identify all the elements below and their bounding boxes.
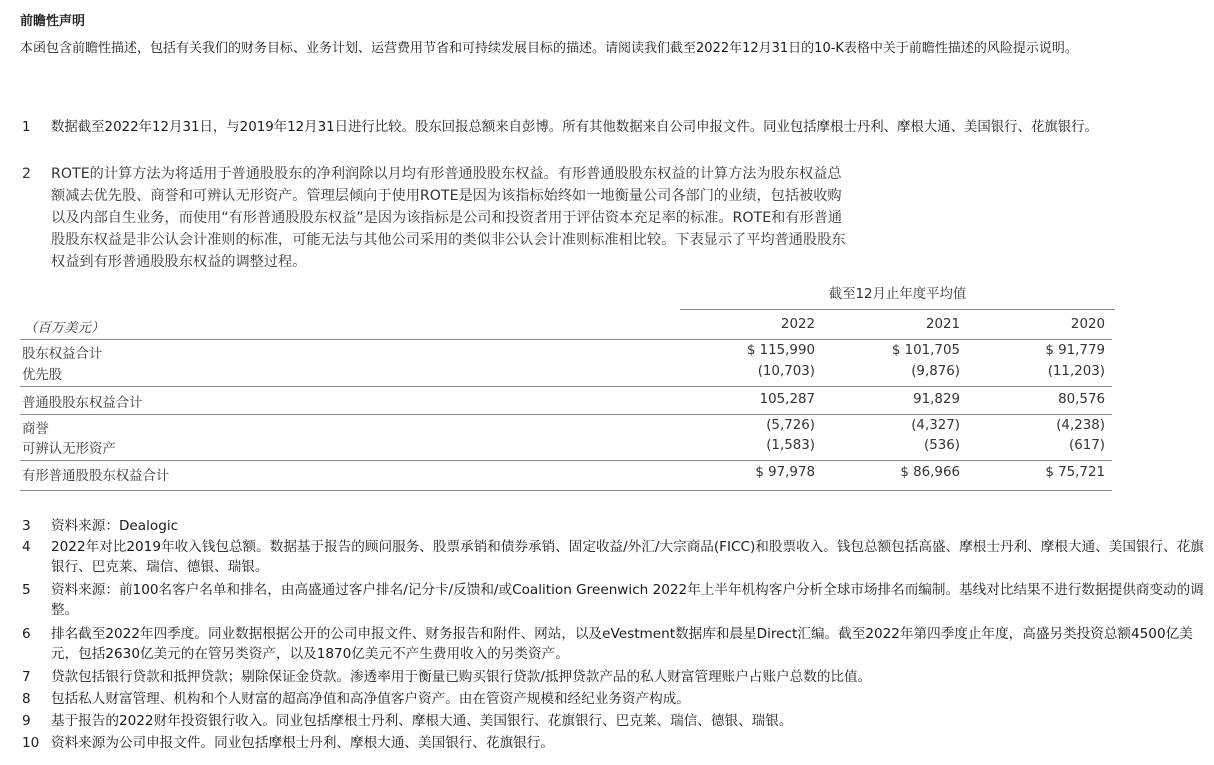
cell-value: 91,829 [913,392,960,407]
cell-value: (4,327) [911,418,960,433]
cell-value: $ 97,978 [755,465,815,480]
footnote-text: 数据截至2022年12月31日，与2019年12月31日进行比较。股东回报总额来自彭博。所有其他数据来自公司申报文件。同业包括摩根士丹利、摩根大通、美国银行、花旗银行。 [51,120,1098,135]
footnote-number: 1 [22,120,31,135]
cell-value: 105,287 [759,392,815,407]
footnote-number: 3 [22,518,31,534]
footnote-1 [22,119,1212,137]
cell-value: 80,576 [1058,392,1105,407]
footnote-7 [22,667,1207,687]
cell-value: (9,876) [911,364,960,379]
table-row [20,343,1112,363]
cell-value: (4,238) [1056,418,1105,433]
cell-value: (5,726) [766,418,815,433]
page-title: 前瞻性声明 [20,14,86,29]
footnote-text: 包括私人财富管理、机构和个人财富的超高净值和高净值客户资产。由在管资产规模和经纪业务资产构成。 [51,691,690,707]
row-label: 有形普通股股东权益合计 [22,469,170,484]
footnote-text: 2022年对比2019年收入钱包总额。数据基于报告的顾问服务、股票承销和债券承销、固定收益/外汇/大宗商品(FICC)和股票收入。钱包总额包括高盛、摩根士丹利、摩根大通、美国银行、花旗银行、巴克莱、瑞信、德银、瑞银。 [51,539,1204,575]
footnote-number: 5 [22,582,31,598]
footnote-4 [22,537,1207,577]
footnote-text: ROTE的计算方法为将适用于普通股股东的净利润除以月均有形普通股股东权益。有形普通股股东权益的计算方法为股东权益总额减去优先股、商誉和可辨认无形资产。管理层倾向于使用ROTE是因为该指标始终如一地衡量公司各部门的业绩，包括被收购以及内部自生业务，而使用“有形普通股股东权益”是因为该指标是公司和投资者用于评估资本充足率的标准。ROTE和有形普通股股东权益是非公认会计准则的标准，可能无法与其他公司采用的类似非公认会计准则标准相比较。下表显示了平均普通股股东权益到有形普通股股东权益的调整过程。 [51,166,846,270]
footnote-number: 10 [22,735,40,751]
divider [20,460,1112,461]
divider [20,386,1112,387]
footnote-9 [22,711,1207,731]
footnote-text: 基于报告的2022财年投资银行收入。同业包括摩根士丹利、摩根大通、美国银行、花旗银行、巴克莱、瑞信、德银、瑞银。 [51,713,793,729]
intro-paragraph: 本函包含前瞻性描述，包括有关我们的财务目标、业务计划、运营费用节省和可持续发展目标的描述。请阅读我们截至2022年12月31日的10-K表格中关于前瞻性描述的风险提示说明。 [20,41,1078,56]
footnote-text: 排名截至2022年四季度。同业数据根据公开的公司申报文件、财务报告和附件、网站，以及eVestment数据库和晨星Direct汇编。截至2022年第四季度止年度，高盛另类投资总额4500亿美元，包括2630亿美元的在管另类资产，以及1870亿美元不产生费用收入的另类资产。 [51,626,1193,662]
cell-value: (11,203) [1047,364,1105,379]
row-label: 商誉 [22,422,49,437]
footnote-number: 9 [22,713,31,729]
footnote-number: 7 [22,669,31,685]
cell-value: $ 91,779 [1045,343,1105,358]
footnote-8 [22,689,1207,709]
cell-value: $ 101,705 [891,343,960,358]
footnote-text: 贷款包括银行贷款和抵押贷款；剔除保证金贷款。渗透率用于衡量已购买银行贷款/抵押贷款产品的私人财富管理账户占账户总数的比值。 [51,669,872,685]
divider [20,490,1112,491]
cell-value: (10,703) [757,364,815,379]
table-row [20,438,1112,458]
divider [20,339,1112,340]
cell-value: (1,583) [766,438,815,453]
divider [680,309,1115,310]
table-span-header: 截至12月止年度平均值 [828,287,967,302]
row-label: 可辨认无形资产 [22,442,116,457]
footnote-number: 6 [22,626,31,642]
table-row [20,364,1112,384]
cell-value: (617) [1068,438,1105,453]
footnote-text: 资料来源为公司申报文件。同业包括摩根士丹利、摩根大通、美国银行、花旗银行。 [51,735,554,751]
table-unit-label: （百万美元） [24,321,105,336]
footnote-text: 资料来源：Dealogic [51,518,179,534]
footnote-number: 8 [22,691,31,707]
cell-value: $ 115,990 [746,343,815,358]
cell-value: $ 86,966 [900,465,960,480]
footnote-5 [22,580,1207,620]
row-label: 优先股 [22,368,63,383]
table-row [20,418,1112,438]
footnote-10 [22,733,1207,753]
row-label: 股东权益合计 [22,347,103,362]
cell-value: $ 75,721 [1045,465,1105,480]
footnote-number: 4 [22,539,31,555]
table-row [20,392,1112,412]
cell-value: (536) [923,438,960,453]
column-header-2022: 2022 [780,317,815,332]
footnote-3 [22,516,1207,536]
divider [20,414,1112,415]
footnote-2 [22,163,852,273]
column-header-2021: 2021 [925,317,960,332]
column-header-2020: 2020 [1070,317,1105,332]
row-label: 普通股股东权益合计 [22,396,143,411]
footnote-text: 资料来源：前100名客户名单和排名，由高盛通过客户排名/记分卡/反馈和/或Coalition Greenwich 2022年上半年机构客户分析全球市场排名而编制。基线对比结果不进行数据提供商变动的调整。 [51,582,1204,618]
footnote-6 [22,624,1207,664]
footnote-number: 2 [22,166,32,182]
table-row [20,465,1112,485]
